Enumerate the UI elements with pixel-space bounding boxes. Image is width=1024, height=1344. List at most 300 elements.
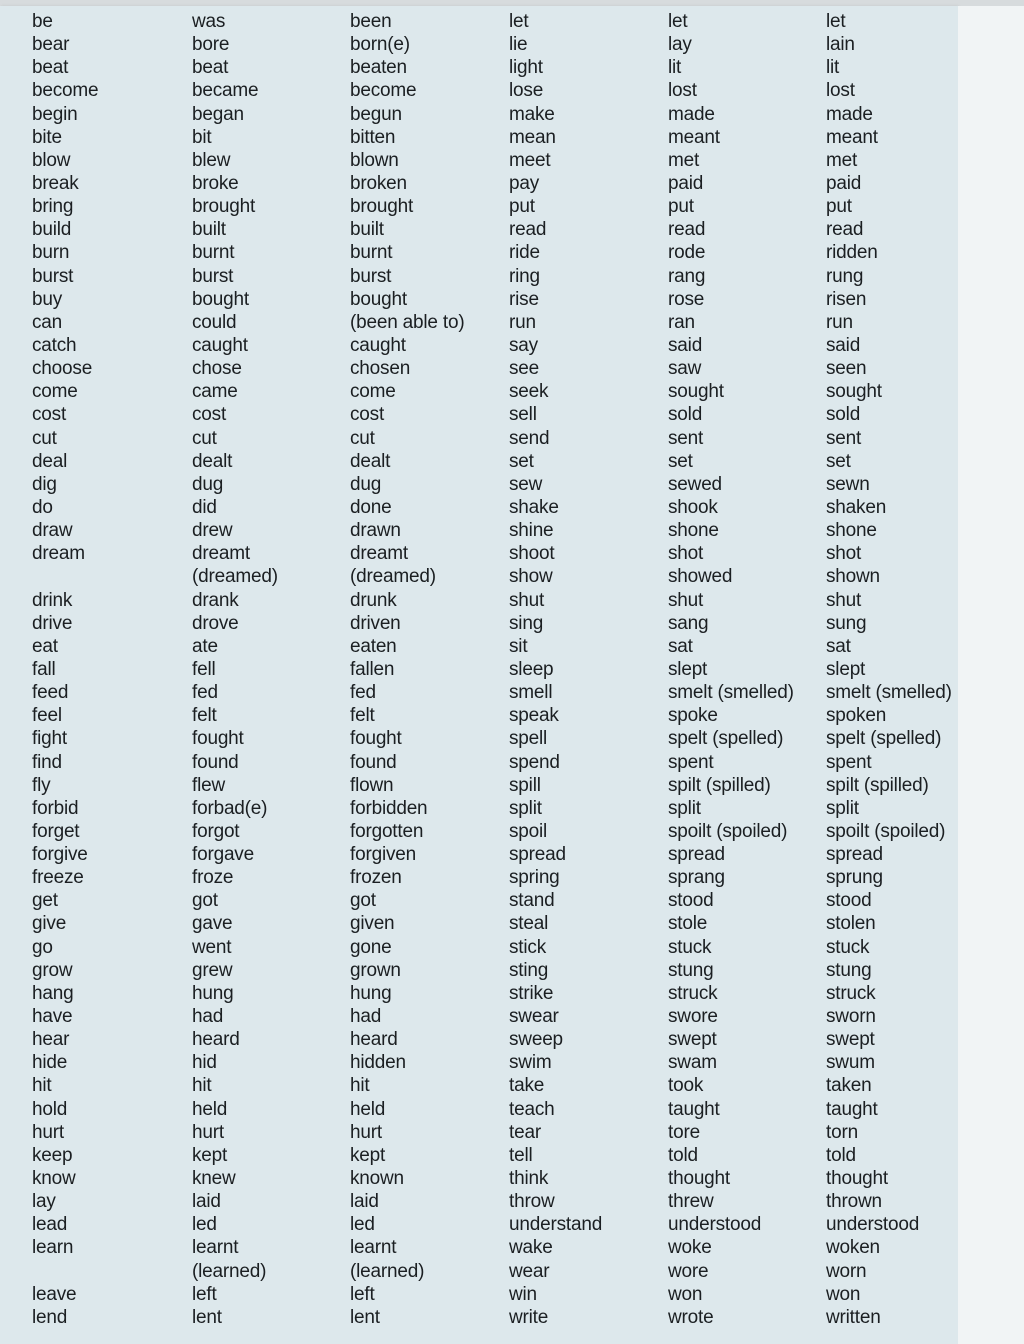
verb-form: laid (350, 1191, 379, 1213)
verb-form: held (350, 1098, 386, 1120)
verb-form: hear (32, 1029, 70, 1051)
viewer-margin (958, 6, 1024, 1344)
verb-form: lost (668, 80, 697, 102)
verb-form: came (192, 381, 238, 403)
verb-form: split (509, 797, 542, 819)
verb-form: say (509, 334, 538, 356)
verb-form: began (192, 103, 244, 125)
verb-form: stick (509, 936, 547, 958)
verb-form: dealt (350, 450, 391, 472)
verb-form: burnt (350, 242, 393, 264)
verb-form: said (668, 334, 703, 356)
verb-form: stung (826, 959, 872, 981)
verb-form: given (350, 913, 395, 935)
verb-form: spend (509, 751, 560, 773)
verb-form: stood (826, 890, 872, 912)
verb-form: send (509, 427, 550, 449)
verb-form: bit (192, 126, 212, 148)
verb-form: dream (32, 543, 85, 565)
verb-form: lend (32, 1306, 68, 1328)
verb-form: spent (826, 751, 872, 773)
column-past-simple-1 (192, 10, 278, 1329)
verb-form: spread (668, 844, 725, 866)
verb-form: wake (509, 1237, 553, 1259)
verb-form: knew (192, 1168, 236, 1190)
verb-form: spill (509, 774, 541, 796)
verb-form: understood (826, 1214, 920, 1236)
verb-form: had (350, 1006, 382, 1028)
verb-form: could (192, 311, 237, 333)
verb-form: spoilt (spoiled) (668, 820, 788, 842)
verb-form: ridden (826, 242, 878, 264)
verb-form: ran (668, 311, 695, 333)
verb-form: steal (509, 913, 549, 935)
verb-form: put (668, 196, 694, 218)
verb-form: write (509, 1306, 549, 1328)
verb-form: brought (350, 196, 414, 218)
verb-form: beat (32, 57, 69, 79)
verb-form: break (32, 172, 79, 194)
verb-form: speak (509, 705, 559, 727)
verb-form: dug (192, 473, 224, 495)
verb-form: sting (509, 959, 549, 981)
verb-form: taught (826, 1098, 878, 1120)
verb-form: do (32, 496, 53, 518)
verb-form: dig (32, 473, 57, 495)
verb-form: begun (350, 103, 402, 125)
verb-form: begin (32, 103, 78, 125)
verb-form: saw (668, 358, 702, 380)
verb-form: hurt (350, 1121, 382, 1143)
verb-form: sing (509, 612, 544, 634)
verb-form: feed (32, 682, 69, 704)
verb-form: brought (192, 196, 256, 218)
verb-form: build (32, 219, 72, 241)
verb-form: meant (826, 126, 878, 148)
verb-form: learnt (350, 1237, 397, 1259)
column-past-simple-2 (668, 10, 794, 1329)
verb-form: won (668, 1283, 703, 1305)
verb-form: spread (826, 844, 883, 866)
verb-form: (learned) (350, 1260, 425, 1282)
verb-form: made (826, 103, 873, 125)
verb-form: grow (32, 959, 73, 981)
verb-form: forbad(e) (192, 797, 268, 819)
verb-form: fall (32, 658, 56, 680)
verb-form: shone (826, 520, 877, 542)
verb-form: broke (192, 172, 239, 194)
verb-form: can (32, 311, 63, 333)
verb-form: sell (509, 404, 537, 426)
verb-form: freeze (32, 867, 84, 889)
verb-form: forgotten (350, 820, 424, 842)
verb-form: seen (826, 358, 867, 380)
verb-form: bear (32, 34, 70, 56)
verb-form: forbid (32, 797, 79, 819)
verb-form: meet (509, 149, 551, 171)
verb-table-page (0, 6, 958, 1344)
verb-form: thrown (826, 1191, 882, 1213)
verb-form: deal (32, 450, 68, 472)
verb-form: stand (509, 890, 555, 912)
verb-form: caught (192, 334, 248, 356)
verb-form: drawn (350, 520, 401, 542)
verb-form: (dreamed) (192, 566, 278, 588)
verb-form: learnt (192, 1237, 239, 1259)
verb-form: understand (509, 1214, 603, 1236)
verb-form: sold (668, 404, 703, 426)
verb-form: written (826, 1306, 881, 1328)
verb-form: hid (192, 1052, 217, 1074)
verb-form: flew (192, 774, 225, 796)
verb-form: risen (826, 288, 867, 310)
verb-form: fallen (350, 658, 395, 680)
verb-form: got (350, 890, 376, 912)
verb-form: broken (350, 172, 407, 194)
verb-form: told (668, 1144, 698, 1166)
verb-form: heard (350, 1029, 398, 1051)
verb-form: throw (509, 1191, 555, 1213)
verb-form: blew (192, 149, 231, 171)
verb-form: born(e) (350, 34, 410, 56)
verb-form: sent (826, 427, 862, 449)
verb-form: lie (509, 34, 528, 56)
verb-form: let (826, 11, 846, 32)
verb-form: know (32, 1168, 76, 1190)
verb-form: hide (32, 1052, 68, 1074)
verb-form: lead (32, 1214, 68, 1236)
verb-form: felt (350, 705, 375, 727)
verb-form: lit (668, 57, 682, 79)
verb-form: hung (192, 982, 234, 1004)
verb-form: went (192, 936, 232, 958)
verb-form: laid (192, 1191, 221, 1213)
verb-form: swept (668, 1029, 717, 1051)
verb-form: was (192, 11, 226, 32)
verb-form: catch (32, 334, 77, 356)
verb-form: rose (668, 288, 705, 310)
verb-form: swam (668, 1052, 717, 1074)
verb-form: swept (826, 1029, 875, 1051)
verb-form: sat (826, 635, 851, 657)
verb-form: tore (668, 1121, 700, 1143)
verb-form: woken (826, 1237, 880, 1259)
verb-form: hurt (192, 1121, 224, 1143)
verb-form: bite (32, 126, 62, 148)
verb-form: thought (668, 1168, 730, 1190)
verb-form: showed (668, 566, 733, 588)
verb-form: burst (350, 265, 392, 287)
verb-form: shone (668, 520, 719, 542)
verb-form: led (350, 1214, 375, 1236)
verb-form: forgiven (350, 844, 416, 866)
verb-form: (learned) (192, 1260, 267, 1282)
verb-form: did (192, 496, 217, 518)
verb-form: beat (192, 57, 229, 79)
verb-form: rise (509, 288, 539, 310)
verb-form: lent (192, 1306, 222, 1328)
verb-form: had (192, 1006, 224, 1028)
verb-form: let (668, 11, 688, 32)
verb-form: fed (350, 682, 376, 704)
verb-form: put (826, 196, 852, 218)
verb-form: burst (32, 265, 74, 287)
verb-form: struck (826, 982, 876, 1004)
verb-form: set (826, 450, 851, 472)
verb-form: go (32, 936, 53, 958)
verb-form: lay (32, 1191, 56, 1213)
verb-form: choose (32, 358, 93, 380)
verb-form: told (826, 1144, 856, 1166)
verb-form: wrote (668, 1306, 714, 1328)
verb-form: sewn (826, 473, 870, 495)
verb-form: shoot (509, 543, 555, 565)
verb-form: give (32, 913, 67, 935)
verb-form: fight (32, 728, 67, 750)
verb-form: make (509, 103, 555, 125)
verb-form: forgave (192, 844, 254, 866)
verb-form: lent (350, 1306, 380, 1328)
verb-form: dug (350, 473, 382, 495)
verb-form: taken (826, 1075, 872, 1097)
verb-form: sworn (826, 1006, 876, 1028)
verb-form: read (826, 219, 864, 241)
verb-form: drew (192, 520, 233, 542)
verb-form: rode (668, 242, 706, 264)
verb-form: come (350, 381, 396, 403)
verb-form: felt (192, 705, 217, 727)
verb-form: swum (826, 1052, 875, 1074)
verb-form: thought (826, 1168, 888, 1190)
verb-form: threw (668, 1191, 714, 1213)
verb-form: seek (509, 381, 549, 403)
verb-form: rung (826, 265, 864, 287)
verb-form: split (826, 797, 859, 819)
verb-form: sewed (668, 473, 722, 495)
verb-form: put (509, 196, 535, 218)
verb-form: let (509, 11, 529, 32)
verb-form: grew (192, 959, 233, 981)
verb-form: kept (350, 1144, 386, 1166)
verb-form: learn (32, 1237, 74, 1259)
verb-form: left (350, 1283, 375, 1305)
verb-form: ring (509, 265, 540, 287)
verb-form: shake (509, 496, 559, 518)
verb-form: swore (668, 1006, 718, 1028)
verb-form: set (509, 450, 534, 472)
verb-form: spell (509, 728, 548, 750)
verb-form: built (192, 219, 226, 241)
column-infinitive-2 (509, 10, 602, 1329)
verb-form: stuck (668, 936, 712, 958)
verb-form: drove (192, 612, 239, 634)
verb-form: chosen (350, 358, 411, 380)
verb-form: struck (668, 982, 718, 1004)
verb-form: fly (32, 774, 51, 796)
verb-form: sang (668, 612, 709, 634)
verb-form (32, 1260, 98, 1283)
verb-form: fell (192, 658, 216, 680)
verb-form: buy (32, 288, 63, 310)
verb-form: torn (826, 1121, 858, 1143)
verb-form: cost (350, 404, 385, 426)
verb-form: paid (668, 172, 704, 194)
verb-form: shut (509, 589, 545, 611)
verb-form: cut (350, 427, 375, 449)
verb-form: burnt (192, 242, 235, 264)
verb-form: cost (32, 404, 67, 426)
verb-form: be (32, 11, 53, 32)
verb-form: hit (350, 1075, 370, 1097)
verb-form: spread (509, 844, 566, 866)
verb-form: smelt (smelled) (668, 682, 794, 704)
verb-form: strike (509, 982, 554, 1004)
verb-form (32, 565, 98, 588)
verb-form: shot (668, 543, 704, 565)
verb-form: teach (509, 1098, 555, 1120)
verb-form: hurt (32, 1121, 64, 1143)
verb-form: (dreamed) (350, 566, 436, 588)
verb-form: cut (192, 427, 217, 449)
verb-form: driven (350, 612, 401, 634)
verb-form: spilt (spilled) (668, 774, 771, 796)
verb-form: sprung (826, 867, 883, 889)
verb-form: dreamt (350, 543, 408, 565)
verb-form: wear (509, 1260, 550, 1282)
verb-form: done (350, 496, 392, 518)
verb-form: bought (192, 288, 249, 310)
verb-form: left (192, 1283, 217, 1305)
verb-form: known (350, 1168, 404, 1190)
verb-form: bitten (350, 126, 396, 148)
verb-form: cut (32, 427, 57, 449)
verb-form: mean (509, 126, 556, 148)
verb-form: drink (32, 589, 73, 611)
verb-form: stuck (826, 936, 870, 958)
verb-form: ride (509, 242, 540, 264)
verb-form: stung (668, 959, 714, 981)
verb-form: become (32, 80, 99, 102)
verb-form: spoilt (spoiled) (826, 820, 946, 842)
verb-form: became (192, 80, 259, 102)
verb-form: drank (192, 589, 239, 611)
verb-form: spilt (spilled) (826, 774, 929, 796)
verb-form: chose (192, 358, 242, 380)
column-infinitive-1 (32, 10, 98, 1329)
verb-form: gone (350, 936, 392, 958)
verb-form: beaten (350, 57, 407, 79)
verb-form: shown (826, 566, 880, 588)
verb-form: won (826, 1283, 861, 1305)
verb-form: spoke (668, 705, 718, 727)
verb-form: meant (668, 126, 720, 148)
verb-form: hung (350, 982, 392, 1004)
verb-form: sought (826, 381, 882, 403)
verb-form: read (509, 219, 547, 241)
verb-form: come (32, 381, 78, 403)
verb-form: tear (509, 1121, 541, 1143)
verb-form: met (826, 149, 858, 171)
verb-form: forgot (192, 820, 240, 842)
verb-form: caught (350, 334, 406, 356)
verb-form: slept (826, 658, 866, 680)
verb-form: flown (350, 774, 394, 796)
verb-form: sold (826, 404, 861, 426)
verb-form: been (350, 11, 392, 32)
verb-form: lost (826, 80, 855, 102)
verb-form: spoken (826, 705, 887, 727)
verb-form: forbidden (350, 797, 428, 819)
verb-form: stood (668, 890, 714, 912)
verb-form: cost (192, 404, 227, 426)
verb-form: dreamt (192, 543, 250, 565)
verb-form: light (509, 57, 543, 79)
verb-form: fought (350, 728, 402, 750)
verb-form: hit (192, 1075, 212, 1097)
verb-form: worn (826, 1260, 867, 1282)
verb-form: understood (668, 1214, 762, 1236)
verb-form: spelt (spelled) (826, 728, 942, 750)
verb-form: sweep (509, 1029, 563, 1051)
column-past-participle-2 (826, 10, 952, 1329)
verb-form: have (32, 1006, 73, 1028)
verb-form: find (32, 751, 62, 773)
verb-form: lain (826, 34, 855, 56)
verb-form: run (509, 311, 536, 333)
verb-form: shook (668, 496, 718, 518)
verb-form: show (509, 566, 553, 588)
verb-form: taught (668, 1098, 720, 1120)
verb-form: win (509, 1283, 537, 1305)
verb-form: run (826, 311, 853, 333)
verb-form: lit (826, 57, 840, 79)
verb-form: dealt (192, 450, 233, 472)
verb-form: ate (192, 635, 218, 657)
verb-form: blown (350, 149, 399, 171)
verb-form: become (350, 80, 417, 102)
verb-form: bore (192, 34, 230, 56)
verb-form: sat (668, 635, 693, 657)
verb-form: swear (509, 1006, 559, 1028)
verb-form: hold (32, 1098, 68, 1120)
verb-form: hidden (350, 1052, 406, 1074)
verb-form: took (668, 1075, 704, 1097)
verb-form: bring (32, 196, 74, 218)
verb-form: burn (32, 242, 70, 264)
verb-form: slept (668, 658, 708, 680)
verb-form: sprang (668, 867, 725, 889)
verb-form: leave (32, 1283, 77, 1305)
verb-form: led (192, 1214, 217, 1236)
verb-form: burst (192, 265, 234, 287)
verb-form: made (668, 103, 715, 125)
verb-form: hang (32, 982, 74, 1004)
verb-form: drunk (350, 589, 397, 611)
verb-form: sought (668, 381, 724, 403)
column-past-participle-1 (350, 10, 464, 1329)
verb-form: got (192, 890, 218, 912)
verb-form: draw (32, 520, 73, 542)
verb-form: read (668, 219, 706, 241)
verb-form: woke (668, 1237, 712, 1259)
verb-form: rang (668, 265, 706, 287)
verb-form: kept (192, 1144, 228, 1166)
verb-form: drive (32, 612, 73, 634)
verb-form: sew (509, 473, 543, 495)
verb-form: spring (509, 867, 560, 889)
verb-form: sent (668, 427, 704, 449)
verb-form: (been able to) (350, 311, 465, 333)
